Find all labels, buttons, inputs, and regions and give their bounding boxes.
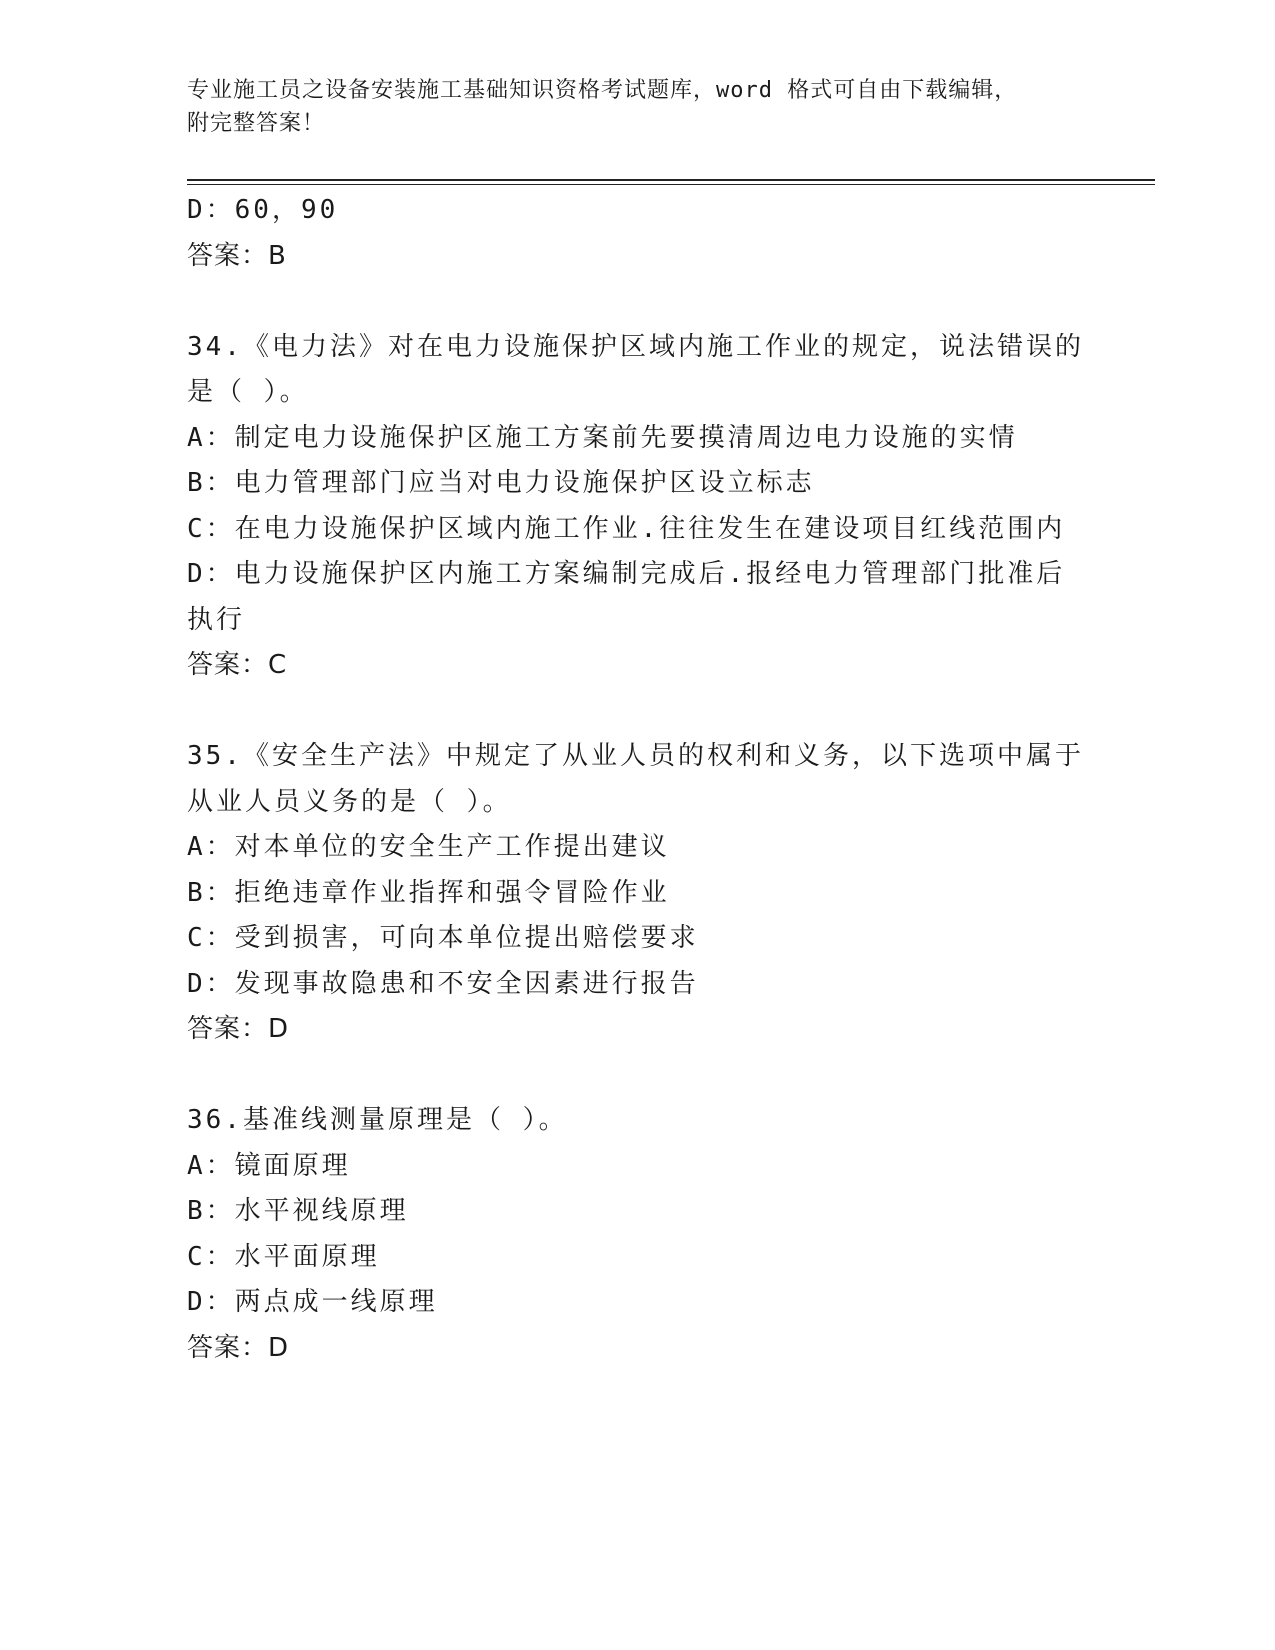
question-stem-continued: 是（ ）。 bbox=[187, 377, 309, 407]
option-b: B：电力管理部门应当对电力设施保护区设立标志 bbox=[187, 468, 815, 498]
answer-line: 答案：D bbox=[187, 1014, 290, 1044]
header-line-2: 附完整答案！ bbox=[187, 111, 326, 136]
option-a: A：镜面原理 bbox=[187, 1150, 351, 1181]
answer-line: 答案：D bbox=[187, 1332, 290, 1363]
option-c: C：受到损害，可向本单位提出赔偿要求 bbox=[187, 923, 699, 953]
spacer bbox=[187, 689, 1087, 735]
answer-line: 答案：B bbox=[187, 240, 287, 271]
option-d: D：60，90 bbox=[187, 195, 339, 225]
header-line-1: 专业施工员之设备安装施工基础知识资格考试题库，word 格式可自由下载编辑， bbox=[187, 78, 1018, 103]
option-b: B：拒绝违章作业指挥和强令冒险作业 bbox=[187, 877, 670, 908]
option-d-continued: 执行 bbox=[187, 604, 246, 635]
question-stem-continued: 从业人员义务的是（ ）。 bbox=[187, 786, 512, 817]
option-a: A：制定电力设施保护区施工方案前先要摸清周边电力设施的实情 bbox=[187, 422, 1018, 453]
previous-question-tail bbox=[187, 188, 1087, 279]
option-d: D：两点成一线原理 bbox=[187, 1287, 438, 1317]
option-d: D：电力设施保护区内施工方案编制完成后.报经电力管理部门批准后 bbox=[187, 559, 1066, 589]
option-c: C：在电力设施保护区域内施工作业.往往发生在建设项目红线范围内 bbox=[187, 513, 1066, 544]
option-d: D：发现事故隐患和不安全因素进行报告 bbox=[187, 968, 699, 999]
question-stem: 34.《电力法》对在电力设施保护区域内施工作业的规定，说法错误的 bbox=[187, 331, 1084, 362]
question-34 bbox=[187, 325, 1087, 689]
option-b: B：水平视线原理 bbox=[187, 1196, 409, 1226]
question-35 bbox=[187, 734, 1087, 1053]
option-a: A：对本单位的安全生产工作提出建议 bbox=[187, 832, 670, 862]
document-body bbox=[187, 188, 1087, 1371]
spacer bbox=[187, 279, 1087, 325]
document-header bbox=[187, 74, 1087, 140]
question-stem: 36.基准线测量原理是（ ）。 bbox=[187, 1105, 568, 1135]
option-c: C：水平面原理 bbox=[187, 1241, 380, 1272]
answer-line: 答案：C bbox=[187, 650, 288, 680]
header-divider bbox=[187, 179, 1155, 185]
question-36 bbox=[187, 1098, 1087, 1371]
spacer bbox=[187, 1053, 1087, 1099]
question-stem: 35.《安全生产法》中规定了从业人员的权利和义务，以下选项中属于 bbox=[187, 741, 1084, 771]
